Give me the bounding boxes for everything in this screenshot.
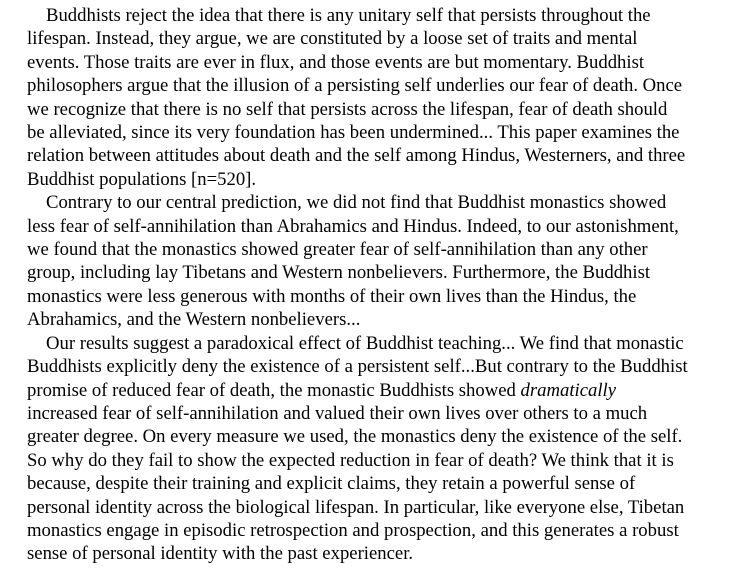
text-line: increased fear of self-annihilation and valued their own lives over others to a much (27, 402, 648, 424)
text-line: be alleviated, since its very foundation has been undermined... This paper examines the (27, 122, 680, 144)
emphasized-word: dramatically (520, 379, 617, 401)
text-line: less fear of self-annihilation than Abrahamics and Hindus. Indeed, to our astonishment, (27, 215, 679, 237)
text-line: lifespan. Instead, they argue, we are constituted by a loose set of traits and mental (27, 28, 638, 50)
text-line: group, including lay Tibetans and Western nonbelievers. Furthermore, the Buddhist (27, 262, 651, 284)
text-line: we recognize that there is no self that persists across the lifespan, fear of death should (27, 98, 668, 120)
text-line: sense of personal identity with the past experiencer. (27, 543, 414, 565)
line-prefix: promise of reduced fear of death, the monastic Buddhists showed (27, 379, 521, 401)
text-line-with-emphasis (8, 379, 736, 402)
text-line: we found that the monastics showed greater fear of self-annihilation than any other (27, 239, 648, 261)
text-line: Buddhist populations [n=520]. (27, 168, 257, 190)
paragraph-3 (8, 332, 736, 566)
text-line: events. Those traits are ever in flux, and those events are but momentary. Buddhist (27, 51, 645, 73)
text-line: relation between attitudes about death and the self among Hindus, Westerners, and three (27, 145, 686, 167)
text-line: personal identity across the biological lifespan. In particular, like everyone else, Tibetan (27, 496, 685, 518)
text-line: So why do they fail to show the expected reduction in fear of death? We think that it is (27, 449, 674, 471)
text-line: monastics engage in episodic retrospection and prospection, and this generates a robust (27, 519, 679, 541)
text-line: philosophers argue that the illusion of a persisting self underlies our fear of death. Once (27, 75, 683, 97)
text-line: because, despite their training and explicit claims, they retain a powerful sense of (27, 473, 636, 495)
text-line: Buddhists explicitly deny the existence of a persistent self...But contrary to the Buddhist (27, 356, 688, 378)
text-line: Buddhists reject the idea that there is any unitary self that persists throughout the (46, 5, 651, 26)
text-line: Abrahamics, and the Western nonbelievers... (27, 309, 361, 331)
text-line: Contrary to our central prediction, we did not find that Buddhist monastics showed (46, 192, 667, 214)
text-line: monastics were less generous with months of their own lives than the Hindus, the (27, 285, 637, 307)
text-line: Our results suggest a paradoxical effect of Buddhist teaching... We find that monastic (46, 332, 684, 354)
paragraph-1 (8, 4, 736, 191)
paragraph-2 (8, 191, 736, 331)
text-line: greater degree. On every measure we used, the monastics deny the existence of the self. (27, 426, 683, 448)
